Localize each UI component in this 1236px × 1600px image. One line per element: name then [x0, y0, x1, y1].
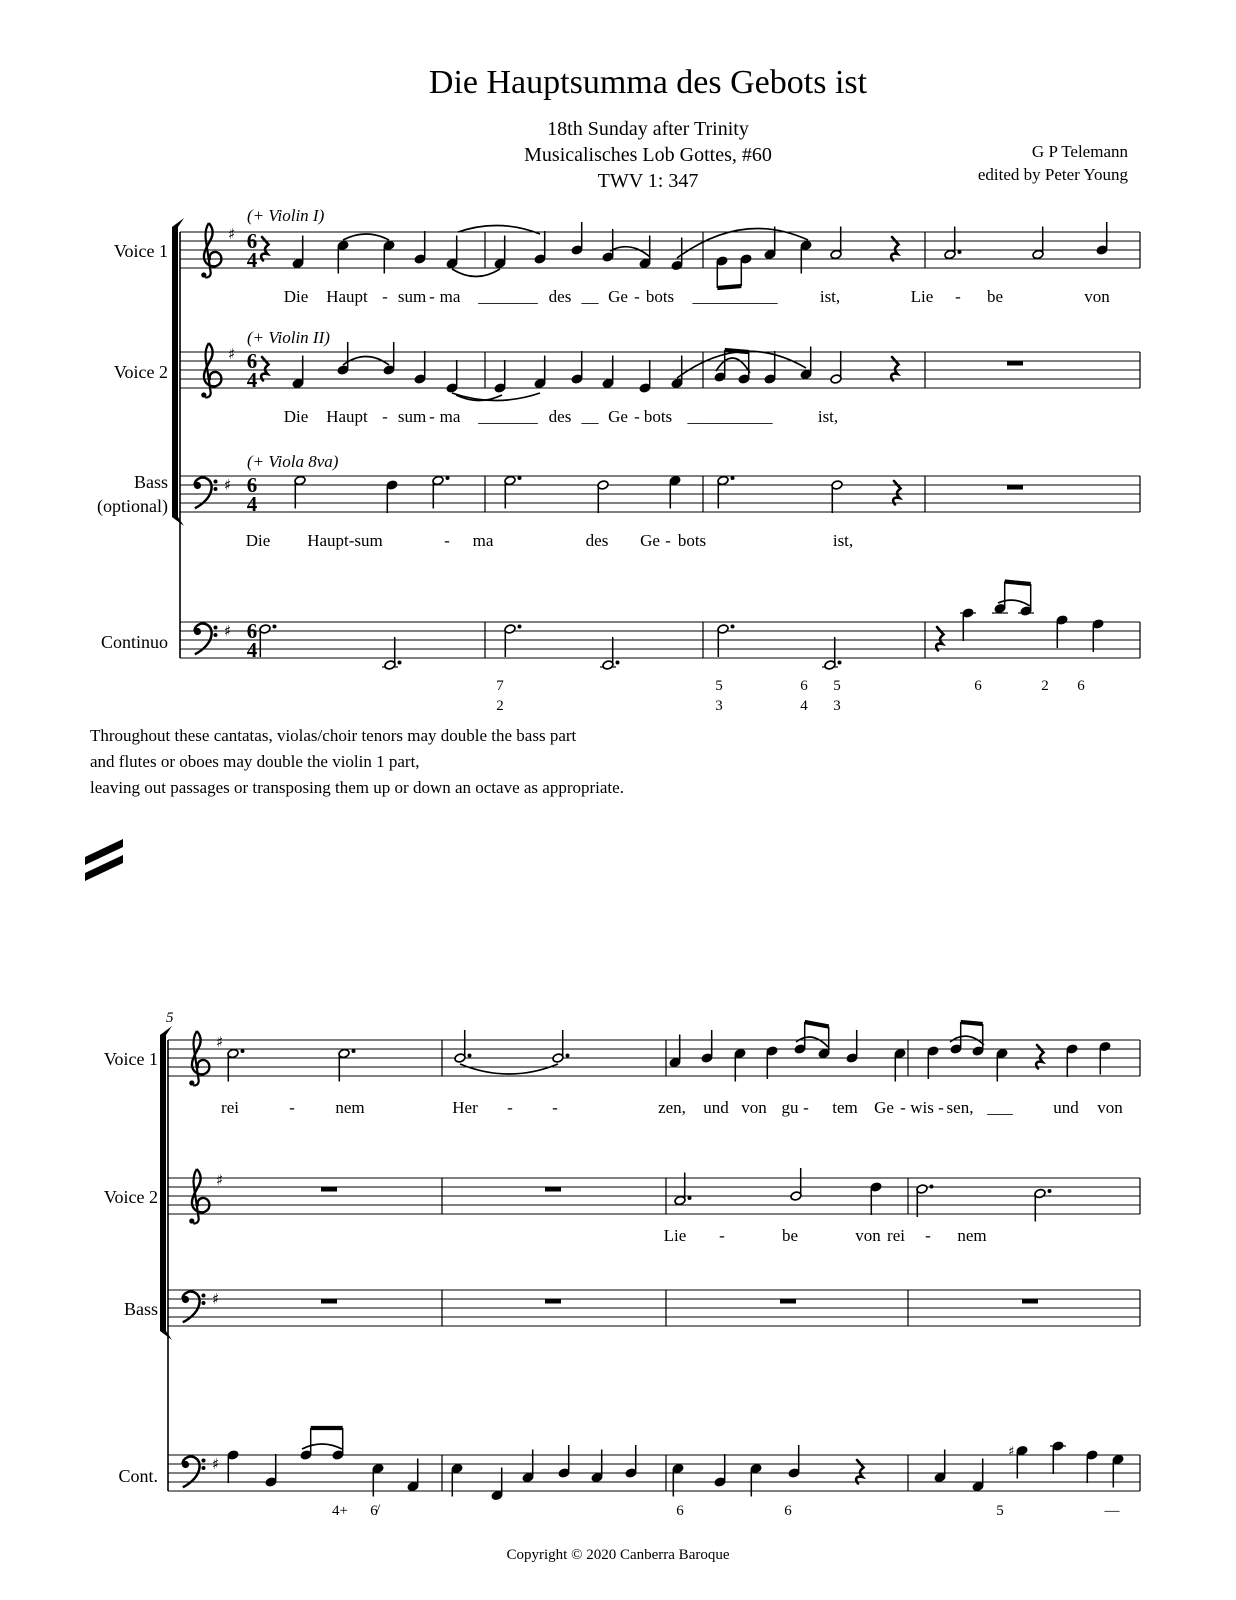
svg-text:4: 4 [246, 248, 258, 272]
lyric-syllable: und [703, 1098, 729, 1117]
staff-label-voice1-sys2: Voice 1 [103, 1049, 158, 1069]
lyric-syllable: Haupt [326, 407, 368, 426]
lyric-syllable: ma [439, 287, 461, 306]
figured-bass-number: 6̸ [370, 1503, 378, 1519]
lyric-syllable: __ [581, 407, 599, 426]
lyric-syllable: - [429, 407, 435, 426]
section-divider-icon [80, 833, 140, 885]
lyric-syllable: - [803, 1098, 809, 1117]
lyric-syllable: bots [643, 407, 673, 426]
lyric-syllable: Ge [874, 1098, 894, 1117]
staff-label-voice1: Voice 1 [113, 241, 168, 261]
lyric-syllable: sum [397, 287, 427, 306]
lyric-syllable: Ge [640, 531, 660, 550]
lyric-syllable: ist, [819, 287, 841, 306]
piece-title: Die Hauptsumma des Gebots ist [428, 64, 868, 101]
cue-violin2: (+ Violin II) [247, 328, 330, 347]
lyric-syllable: Lie [663, 1226, 687, 1245]
performance-note-line1: Throughout these cantatas, violas/choir tenors may double the bass part [90, 726, 577, 745]
lyric-syllable: __ [581, 287, 599, 306]
lyric-syllable: be [781, 1226, 799, 1245]
lyric-syllable: des [548, 407, 572, 426]
figured-bass-number: 6 [1077, 678, 1085, 694]
lyric-syllable: und [1053, 1098, 1079, 1117]
copyright-notice: Copyright © 2020 Canberra Baroque [506, 1547, 730, 1563]
figured-bass-number: — [1104, 1503, 1120, 1519]
staff-label-bass-optional: (optional) [97, 496, 168, 516]
lyric-syllable: - [444, 531, 450, 550]
lyric-syllable: tem [832, 1098, 858, 1117]
staff-label-continuo: Continuo [100, 632, 168, 652]
lyric-syllable: Die [245, 531, 271, 550]
figured-bass-number: 5 [715, 678, 723, 694]
lyric-syllable: - [665, 531, 671, 550]
editor-credit: edited by Peter Young [977, 165, 1128, 184]
figured-bass-number: 2 [496, 698, 504, 714]
lyric-syllable: Her [452, 1098, 478, 1117]
lyric-syllable: ma [472, 531, 494, 550]
lyric-syllable: von [1097, 1098, 1123, 1117]
figured-bass-number: 7 [496, 678, 504, 694]
lyric-syllable: bots [645, 287, 675, 306]
staff-label-bass-sys2: Bass [123, 1299, 158, 1319]
occasion-subtitle: 18th Sunday after Trinity [547, 118, 749, 140]
lyric-syllable: nem [957, 1226, 987, 1245]
figured-bass-number: 4 [800, 698, 808, 714]
lyric-syllable: Ge [608, 407, 628, 426]
lyric-syllable: rei [887, 1226, 905, 1245]
svg-text:4: 4 [246, 638, 258, 662]
lyric-syllable: _______ [478, 407, 538, 426]
svg-text:♯: ♯ [212, 1455, 220, 1473]
lyric-syllable: _______ [478, 287, 538, 306]
lyric-syllable: des [548, 287, 572, 306]
svg-text:4: 4 [246, 368, 258, 392]
figured-bass-number: 3 [833, 698, 841, 714]
lyric-syllable: ma [439, 407, 461, 426]
svg-text:♯: ♯ [1008, 1444, 1015, 1460]
lyric-syllable: zen, [658, 1098, 686, 1117]
lyric-syllable: Ge [608, 287, 628, 306]
lyric-syllable: sen, [946, 1098, 974, 1117]
lyric-syllable: - [429, 287, 435, 306]
performance-note-line3: leaving out passages or transposing them up or down an octave as appropriate. [90, 778, 624, 797]
staff-label-cont-sys2: Cont. [118, 1466, 158, 1486]
lyric-syllable: bots [677, 531, 707, 550]
lyric-syllable: - [634, 407, 640, 426]
lyric-syllable: Lie [910, 287, 934, 306]
figured-bass-number: 6 [800, 678, 808, 694]
catalog-number: TWV 1: 347 [597, 170, 699, 192]
lyric-syllable: - [938, 1098, 944, 1117]
lyric-syllable: - [955, 287, 961, 306]
svg-text:6: 6 [246, 349, 258, 373]
lyric-syllable: ___ [987, 1098, 1013, 1117]
performance-note-line2: and flutes or oboes may double the violin 1 part, [90, 752, 420, 771]
lyric-syllable: - [634, 287, 640, 306]
svg-text:♯: ♯ [224, 476, 232, 494]
figured-bass-number: 6 [784, 1503, 792, 1519]
collection-subtitle: Musicalisches Lob Gottes, #60 [524, 144, 772, 166]
lyric-syllable: sum [397, 407, 427, 426]
cue-viola: (+ Viola 8va) [247, 452, 339, 471]
figured-bass-number: 6 [974, 678, 982, 694]
figured-bass-number: 5 [833, 678, 841, 694]
lyric-syllable: - [900, 1098, 906, 1117]
figured-bass-number: 5 [996, 1503, 1004, 1519]
lyric-syllable: __________ [687, 407, 773, 426]
lyric-syllable: des [585, 531, 609, 550]
figured-bass-number: 6 [676, 1503, 684, 1519]
lyric-syllable: __________ [692, 287, 778, 306]
svg-text:4: 4 [246, 492, 258, 516]
lyric-syllable: von [741, 1098, 767, 1117]
figured-bass-number: 4+ [332, 1503, 348, 1519]
lyric-syllable: Die [283, 407, 309, 426]
lyric-syllable: Haupt-sum [307, 531, 383, 550]
lyric-syllable: be [986, 287, 1004, 306]
lyric-syllable: Die [283, 287, 309, 306]
lyric-syllable: Haupt [326, 287, 368, 306]
lyric-syllable: - [925, 1226, 931, 1245]
figured-bass-number: 3 [715, 698, 723, 714]
staff-label-voice2: Voice 2 [113, 362, 168, 382]
lyric-syllable: von [855, 1226, 881, 1245]
svg-text:6: 6 [246, 229, 258, 253]
lyric-syllable: gu [781, 1098, 799, 1117]
lyric-syllable: rei [221, 1098, 239, 1117]
svg-text:6: 6 [246, 473, 258, 497]
lyric-syllable: - [507, 1098, 513, 1117]
svg-text:♯: ♯ [228, 345, 236, 363]
cue-violin1: (+ Violin I) [247, 206, 325, 225]
lyric-syllable: - [719, 1226, 725, 1245]
svg-text:♯: ♯ [212, 1290, 220, 1308]
lyric-syllable: - [289, 1098, 295, 1117]
measure-number: 5 [166, 1010, 174, 1026]
lyric-syllable: ist, [832, 531, 854, 550]
composer-credit: G P Telemann [1031, 142, 1128, 161]
lyric-syllable: wis [910, 1098, 934, 1117]
lyric-syllable: von [1084, 287, 1110, 306]
staff-label-voice2-sys2: Voice 2 [103, 1187, 158, 1207]
lyric-syllable: nem [335, 1098, 365, 1117]
svg-text:♯: ♯ [216, 1033, 224, 1051]
svg-text:♯: ♯ [216, 1171, 224, 1189]
staff-label-bass: Bass [133, 472, 168, 492]
lyric-syllable: - [552, 1098, 558, 1117]
svg-text:♯: ♯ [224, 622, 232, 640]
svg-text:♯: ♯ [228, 225, 236, 243]
figured-bass-number: 2 [1041, 678, 1049, 694]
svg-text:6: 6 [246, 619, 258, 643]
lyric-syllable: - [382, 407, 388, 426]
lyric-syllable: ist, [817, 407, 839, 426]
lyric-syllable: - [382, 287, 388, 306]
